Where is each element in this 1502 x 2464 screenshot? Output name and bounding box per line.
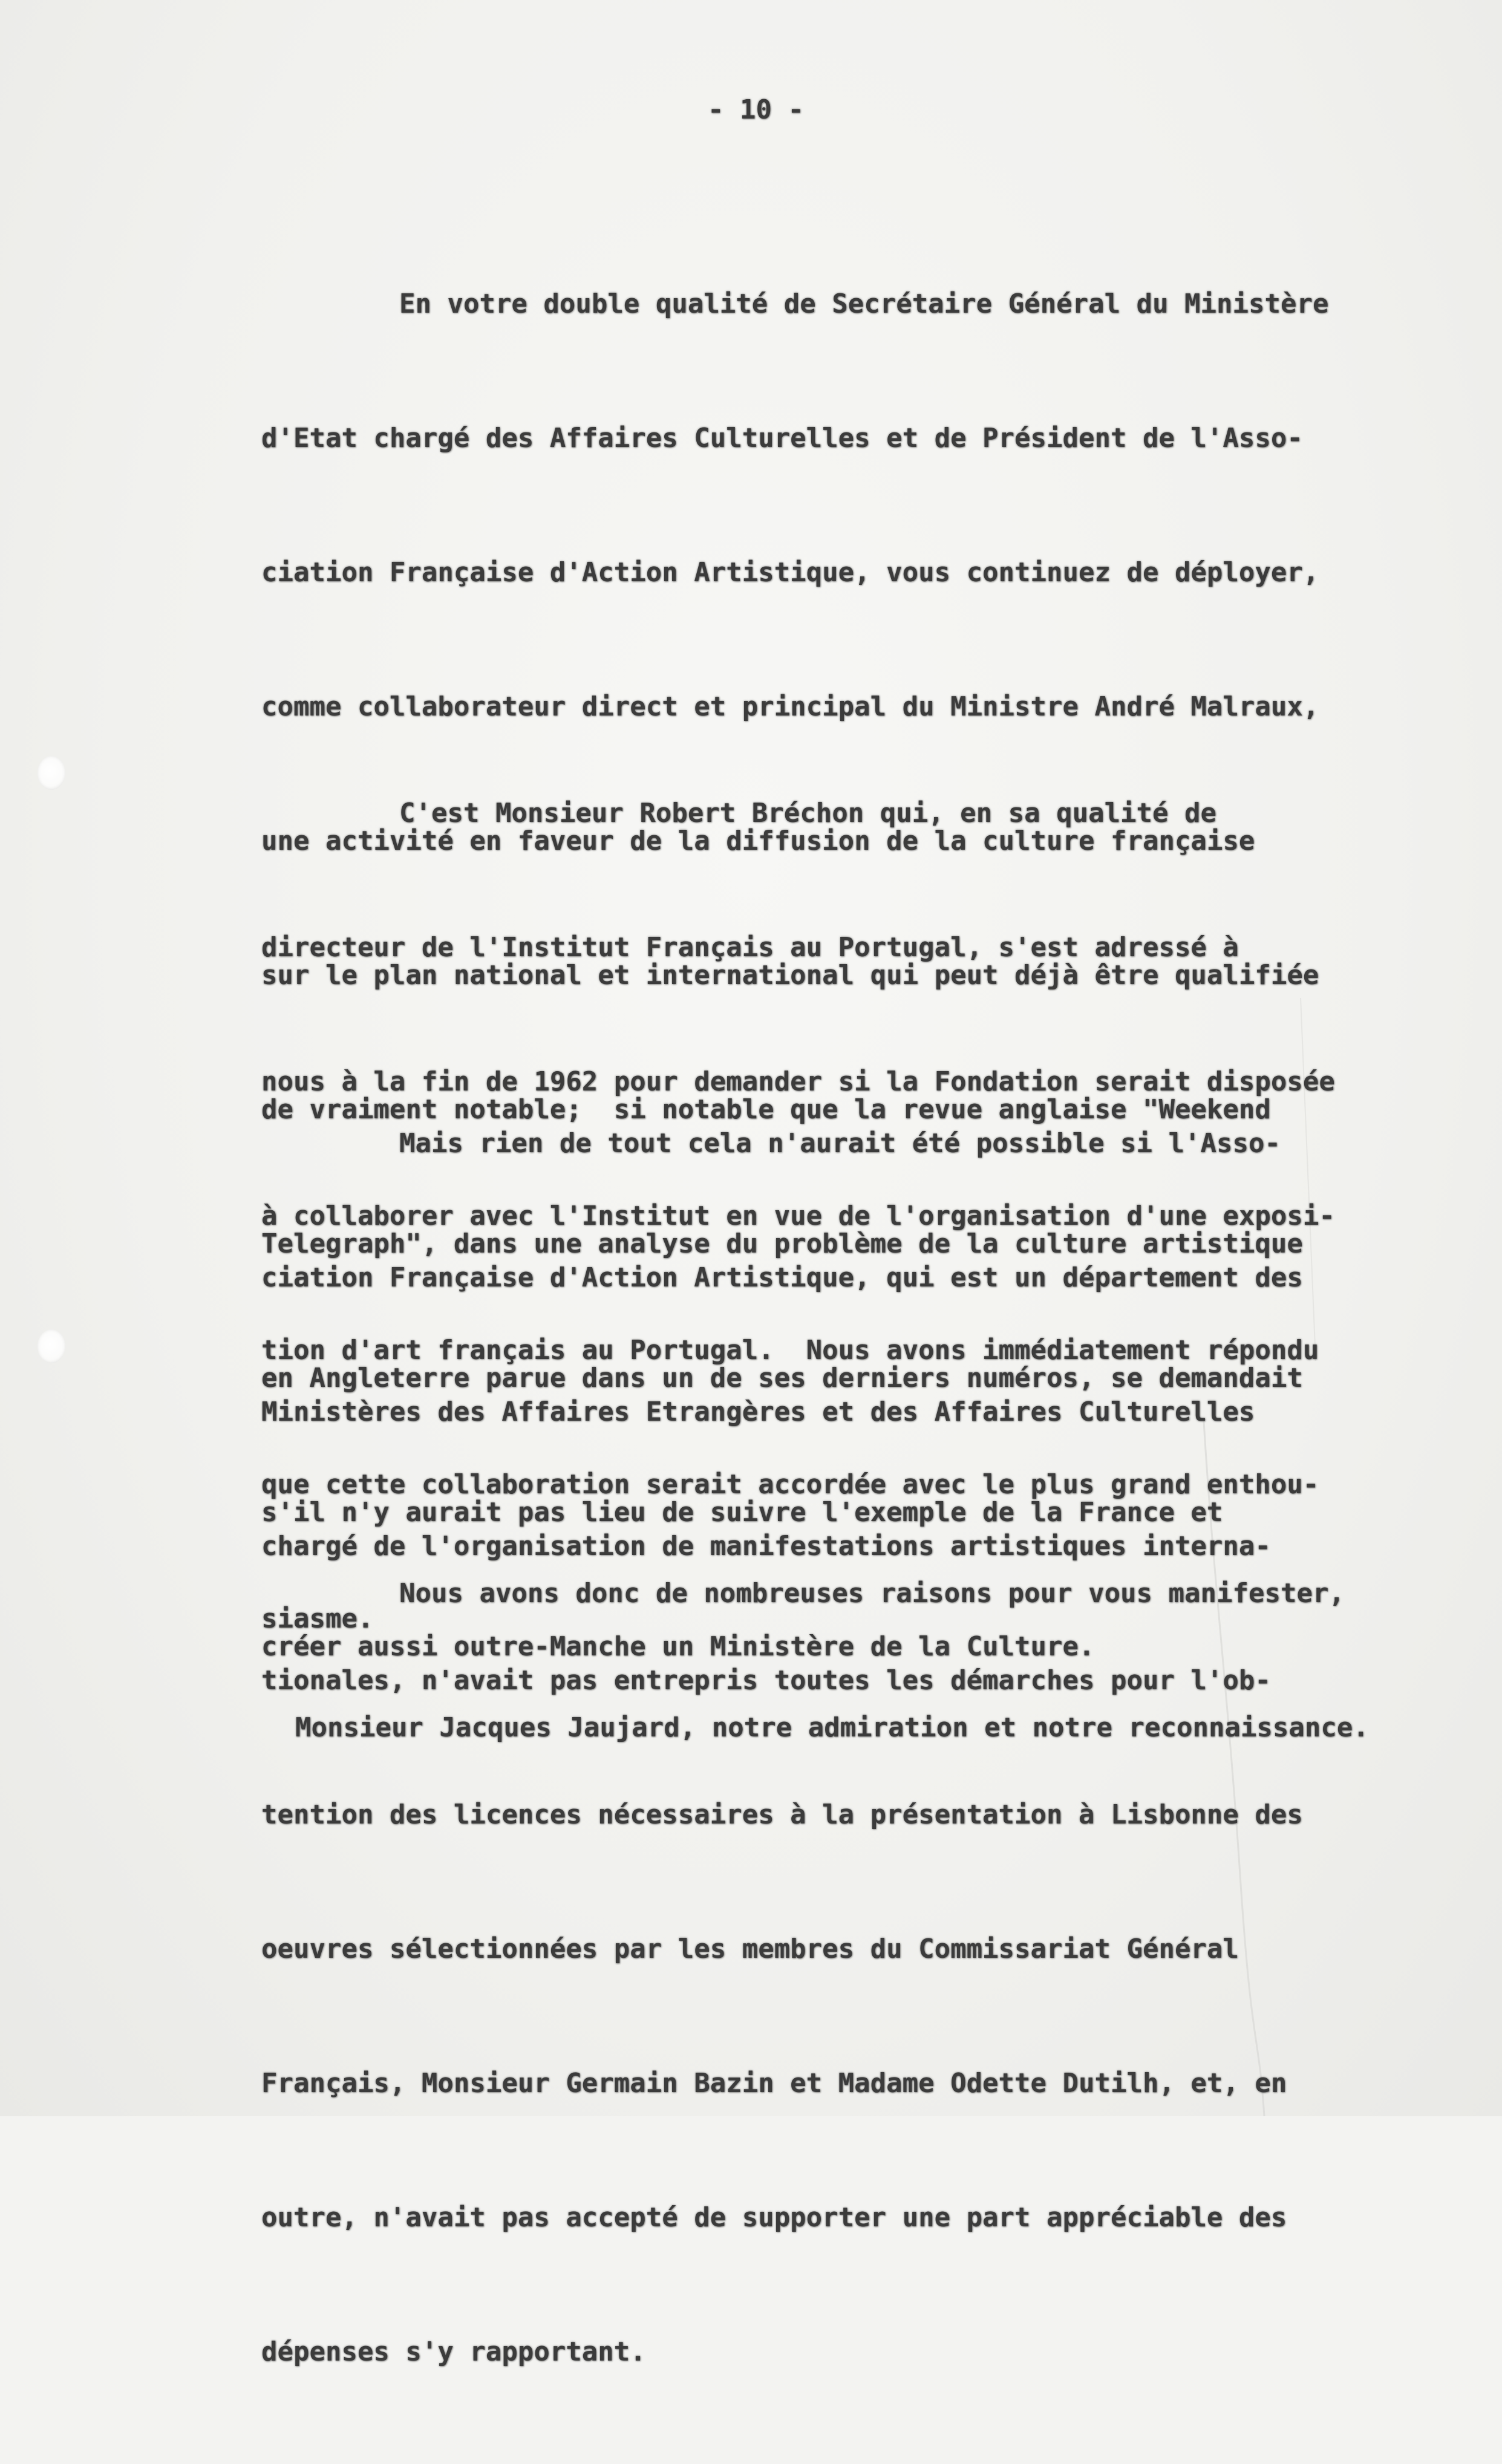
text-line: chargé de l'organisation de manifestations artistiques interna- <box>261 1531 1271 1562</box>
text-line: Nous avons donc de nombreuses raisons pour vous manifester, <box>399 1578 1345 1609</box>
punch-hole <box>38 1329 65 1363</box>
text-line: tionales, n'avait pas entrepris toutes les démarches pour l'ob- <box>261 1665 1271 1696</box>
text-line: siasme. <box>261 1603 374 1634</box>
text-line: d'Etat chargé des Affaires Culturelles et de Président de l'Asso- <box>261 423 1303 454</box>
text-line: dépenses s'y rapportant. <box>261 2336 646 2367</box>
text-line: comme collaborateur direct et principal du Ministre André Malraux, <box>261 691 1319 722</box>
page-number: - 10 - <box>708 94 804 125</box>
text-line: outre, n'avait pas accepté de supporter une part appréciable des <box>261 2202 1287 2233</box>
text-line: directeur de l'Institut Français au Portugal, s'est adressé à <box>261 932 1239 963</box>
text-line: Telegraph", dans une analyse du problème de la culture artistique <box>261 1228 1303 1259</box>
text-line: Français, Monsieur Germain Bazin et Madame Odette Dutilh, et, en <box>261 2068 1287 2099</box>
text-line: C'est Monsieur Robert Bréchon qui, en sa qualité de <box>399 798 1217 829</box>
text-line: que cette collaboration serait accordée avec le plus grand enthou- <box>261 1469 1319 1500</box>
text-line: oeuvres sélectionnées par les membres du Commissariat Général <box>261 1934 1239 1964</box>
text-line: tention des licences nécessaires à la présentation à Lisbonne des <box>261 1799 1303 1830</box>
paragraph-4 <box>261 1482 1369 1840</box>
text-line: ciation Française d'Action Artistique, qui est un département des <box>261 1262 1303 1293</box>
text-line: s'il n'y aurait pas lieu de suivre l'exemple de la France et <box>261 1497 1223 1528</box>
text-line: en Angleterre parue dans un de ses derniers numéros, se demandait <box>261 1363 1303 1393</box>
text-line: En votre double qualité de Secrétaire Général du Ministère <box>399 288 1329 319</box>
text-line: créer aussi outre-Manche un Ministère de la Culture. <box>261 1631 1095 1662</box>
text-line: sur le plan national et international qui peut déjà être qualifiée <box>261 960 1319 991</box>
text-line: de vraiment notable; si notable que la revue anglaise "Weekend <box>261 1094 1271 1125</box>
text-line: Monsieur Jacques Jaujard, notre admiration et notre reconnaissance. <box>295 1712 1369 1743</box>
text-line: nous à la fin de 1962 pour demander si la Fondation serait disposée <box>261 1066 1335 1097</box>
text-line: ciation Française d'Action Artistique, vous continuez de déployer, <box>261 557 1319 588</box>
text-line: à collaborer avec l'Institut en vue de l'organisation d'une exposi- <box>261 1201 1335 1231</box>
punch-hole <box>38 756 65 790</box>
text-line: Ministères des Affaires Etrangères et des Affaires Culturelles <box>261 1397 1255 1427</box>
text-line: une activité en faveur de la diffusion de la culture française <box>261 826 1255 856</box>
text-line: Mais rien de tout cela n'aurait été possible si l'Asso- <box>399 1128 1281 1159</box>
text-line: tion d'art français au Portugal. Nous avons immédiatement répondu <box>261 1335 1319 1366</box>
